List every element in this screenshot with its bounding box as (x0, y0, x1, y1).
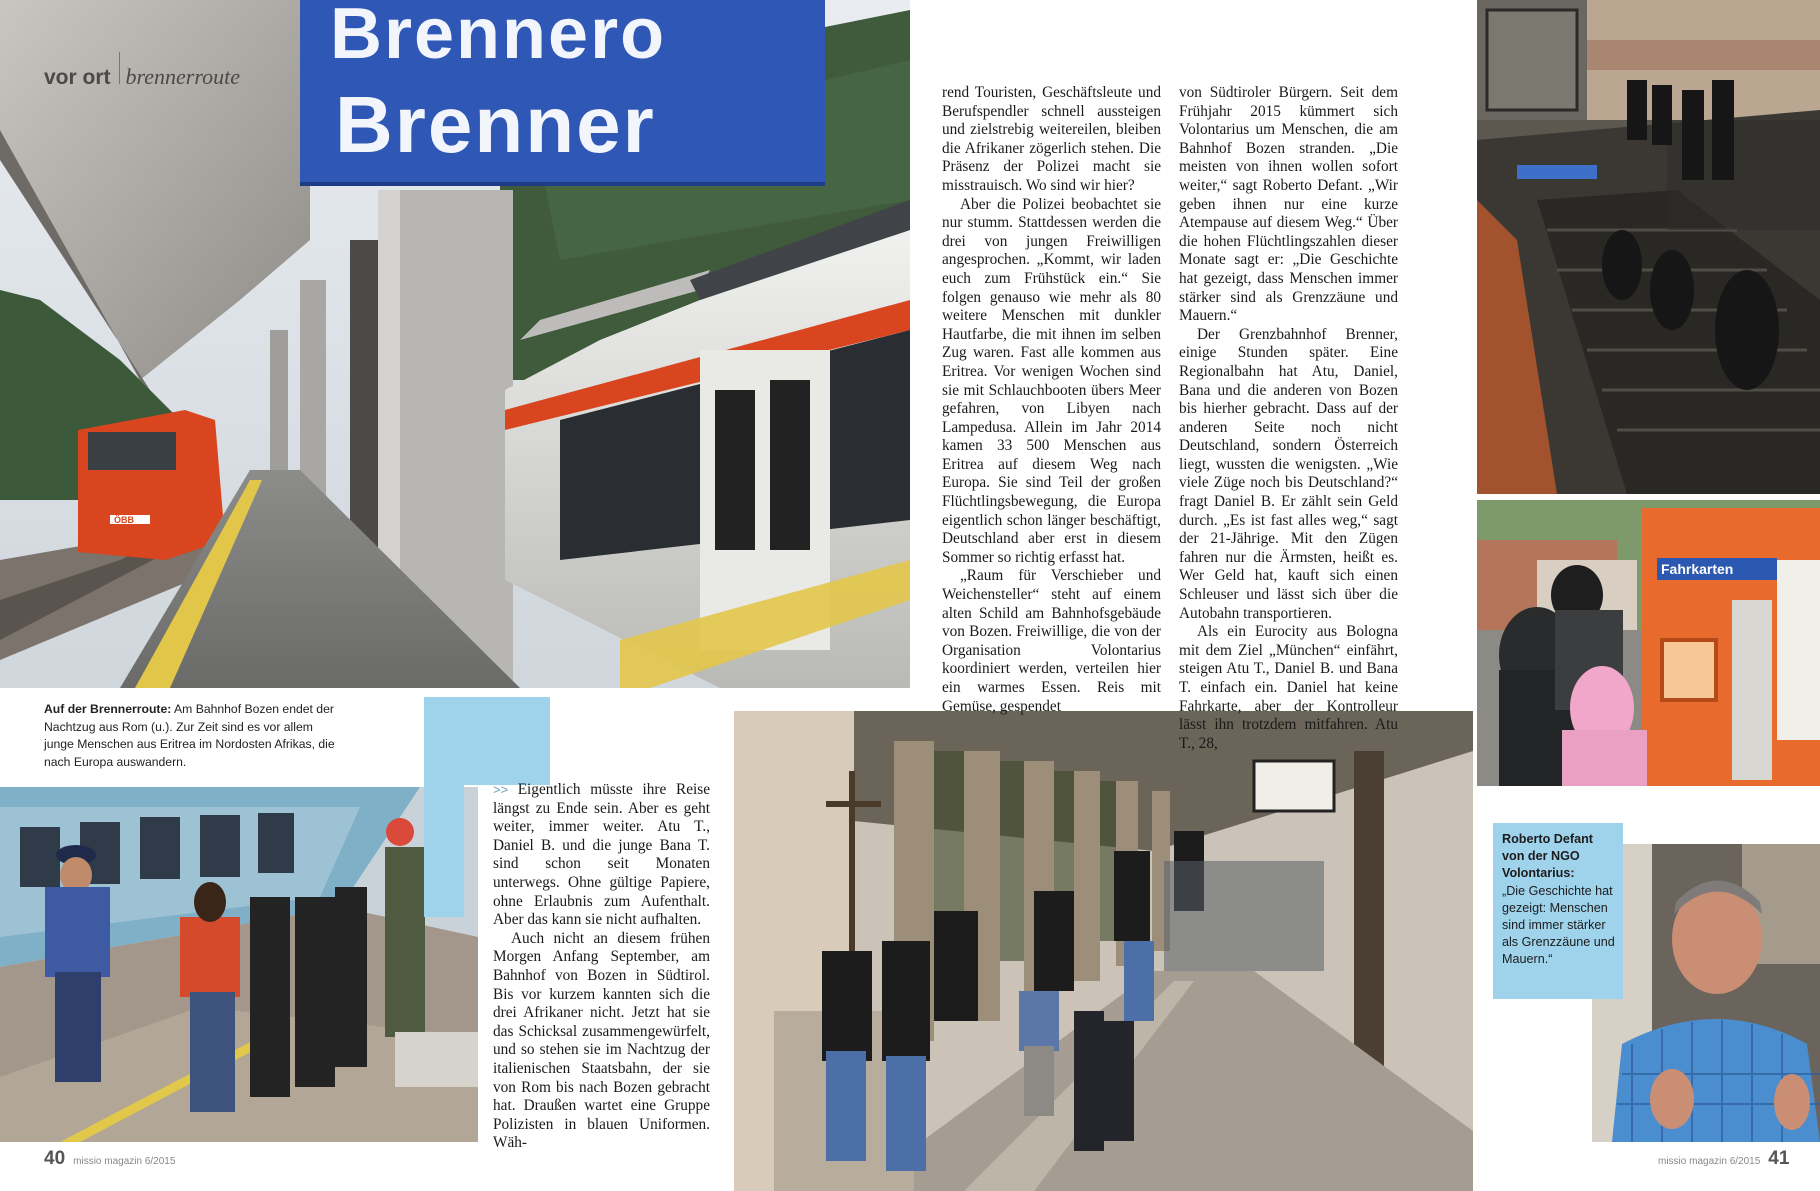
folio-left (44, 1148, 175, 1170)
article-col2-para-1: rend Touristen, Geschäftsleute und Berufspendler schnell aussteigen und zielstrebig weitereilen, bleiben die Afrikaner zögerlich stehen. Die Präsenz der Polizei macht sie misstrauisch. Wo sind wir hier? (942, 84, 1161, 194)
sign-text-brenner: Brenner (335, 80, 656, 169)
photo-ticket-machine (1477, 500, 1820, 786)
drop-marker: >> (493, 782, 518, 797)
topic-label: brennerroute (125, 64, 240, 89)
article-col2-para-2: Aber die Polizei beobachtet sie nur stumm. Stattdessen werden die drei von jungen Freiwilligen angesprochen. „Kommt, wir laden euch zum Frühstück ein.“ Sie folgen genauso wie mehr als 80 weitere Menschen mit dunkler Hautfarbe, die mit ihnen im selben Zug waren. Fast alle kommen aus Eritrea. Vor wenigen Wochen sind sie mit Schlauchbooten übers Meer gefahren, von Libyen nach Lampedusa. Allein im Jahr 2014 kamen 33 500 Menschen aus Eritrea auf diesem Weg nach Europa. Sie sind Teil der großen Flüchtlingsbewegung, die Europa eigentlich schon länger beschäftigt, Deutschland aber erst in diesem Sommer so richtig erfasst hat. (942, 195, 1161, 566)
page-number-left: 40 (44, 1148, 66, 1169)
page-number-right: 41 (1768, 1148, 1790, 1169)
photo-brenner-station (0, 0, 910, 688)
photo-stairway (1477, 0, 1820, 494)
quote-box (1493, 823, 1623, 999)
quote-text: „Die Geschichte hat gezeigt: Menschen sind immer stärker als Grenzzäune und Mauern.“ (1502, 883, 1615, 967)
magazine-issue-left: missio magazin 6/2015 (73, 1156, 176, 1167)
section-header (44, 52, 240, 92)
caption-lead: Auf der Brennerroute: (44, 702, 172, 716)
folio-right (1658, 1148, 1789, 1170)
article-col3-para-1: von Südtiroler Bürgern. Seit dem Frühjahr 2015 kümmert sich Volontarius um Menschen, die am Bahnhof Bozen stranden. „Die meisten von ihnen wollen sofort weiter,“ sagt Roberto Defant. „Wir geben ihnen nur eine kurze Atempause auf diesem Weg.“ Über die hohen Flüchtlingszahlen dieser Monate sagt er: „Die Geschichte hat gezeigt, dass Menschen immer stärker sind als Grenzzäune und Mauern.“ (1179, 84, 1398, 325)
photo-police-migrants (0, 787, 478, 1142)
article-column-3 (1179, 84, 1398, 753)
ticket-sign-text: Fahrkarten (1661, 561, 1734, 577)
train-logo-obb: ÖBB (114, 515, 134, 525)
sign-text-brennero: Brennero (330, 0, 667, 74)
decorative-initial-stem (424, 697, 464, 917)
main-photo-caption (44, 701, 344, 771)
magazine-issue-right: missio magazin 6/2015 (1658, 1156, 1761, 1167)
section-label: vor ort (44, 66, 111, 89)
quote-name: Roberto Defant von der NGO Volontarius: (1502, 832, 1593, 881)
article-col3-para-2: Der Grenzbahnhof Brenner, einige Stunden später. Eine Regionalbahn hat Atu, Daniel, Bana und die anderen von Bozen bis hierher gebracht. Dass auf der anderen Seite noch nicht Deutschland, sondern Österreich liegt, wussten die wenigsten. „Wie viele Züge noch bis Deutschland?“ fragt Daniel B. Er zählt sein Geld durch. „Es ist fast alles weg,“ sagt der 21-Jährige. Mit den Zügen fahren nur die Ärmsten, heißt es. Wer Geld hat, kauft sich einen Schleuser und lässt sich über die Autobahn transportieren. (1179, 325, 1398, 622)
article-column-1 (493, 781, 710, 1153)
article-col2-para-3: „Raum für Verschieber und Weichensteller“ steht auf einem alten Schild am Bahnhofsgebäude von Bozen. Freiwillige, die von der Organisation Volontarius koordiniert werden, verteilen hier ein warmes Essen. Reis mit Gemüse, gespendet (942, 567, 1161, 715)
photo-roberto-defant (1592, 844, 1820, 1142)
article-col1-para-2: Auch nicht an diesem frühen Morgen Anfang September, am Bahnhof von Bozen in Südtirol. Bis vor kurzem kannten sich die drei Afrikaner nicht. Jetzt hat sie das Schicksal zusammengewürfelt, und so stehen sie im Nachtzug der italienischen Staatsbahn, der sie von Rom bis nach Bozen gebracht hat. Draußen wartet eine Gruppe Polizisten in blauen Uniformen. Wäh- (493, 929, 710, 1152)
article-col1-para-1: >> Eigentlich müsste ihre Reise längst zu Ende sein. Aber es geht weiter, immer weiter. Atu T., Daniel B. und die junge Bana T. sind schon seit Monaten unterwegs. Ohne gültige Papiere, ohne Erlaubnis zum Aufenthalt. Aber das kann sie nicht aufhalten. (493, 781, 710, 929)
article-column-2 (942, 84, 1161, 716)
section-divider (119, 52, 120, 84)
article-col3-para-3: Als ein Eurocity aus Bologna mit dem Ziel „München“ einfährt, steigen Atu T., Daniel B. und Bana T. einfach ein. Daniel hat keine Fahrkarte, aber der Kontrolleur lässt ihn trotzdem mitfahren. Atu T., 28, (1179, 623, 1398, 752)
photo-bozen-arcade (734, 711, 1473, 1191)
caption-text: Am Bahnhof Bozen endet der Nachtzug aus Rom (u.). Zur Zeit sind es vor allem junge Menschen aus Eritrea im Nordosten Afrikas, die nach Europa auswandern. (44, 702, 335, 769)
